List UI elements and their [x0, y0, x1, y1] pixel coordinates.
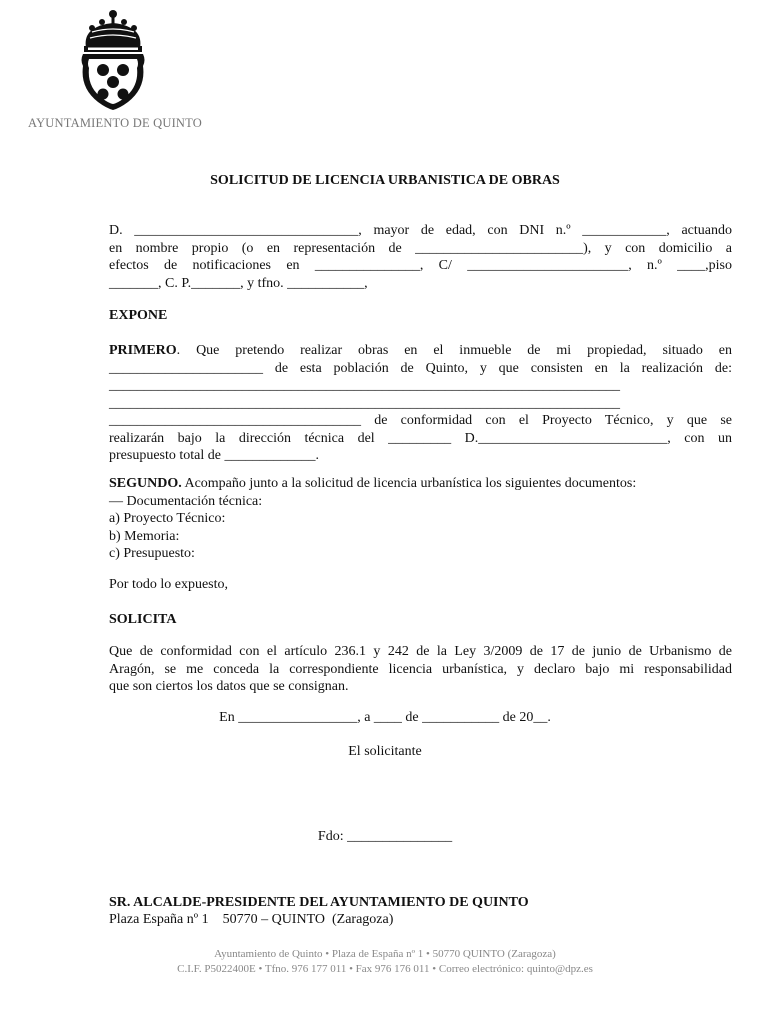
- footer-contact: C.I.F. P5022400E • Tfno. 976 177 011 • Fax 976 176 011 • Correo electrónico: quinto@dpz.es: [177, 963, 593, 975]
- document-item: — Documentación técnica:: [109, 493, 263, 509]
- solicita-heading: SOLICITA: [109, 612, 177, 627]
- applicant-label: El solicitante: [348, 744, 422, 759]
- segundo-section: [109, 475, 732, 563]
- primero-line: realizarán bajo la dirección técnica del _________ D.___________________________, con un: [109, 430, 732, 446]
- place-date-line: En _________________, a ____ de ___________ de 20__.: [219, 710, 551, 725]
- segundo-label: SEGUNDO.: [109, 476, 182, 491]
- document-item: b) Memoria:: [109, 528, 180, 544]
- primero-line: _________________________________________________________________________: [109, 395, 620, 411]
- organization-name: AYUNTAMIENTO DE QUINTO: [28, 116, 202, 130]
- solicita-line: Que de conformidad con el artículo 236.1 y 242 de la Ley 3/2009 de 17 de junio de Urbanismo de: [109, 644, 732, 659]
- intro-line: efectos de notificaciones en _______________, C/ _______________________, n.º ____,piso: [109, 258, 732, 273]
- signature-line: Fdo: _______________: [317, 829, 453, 844]
- document-item: c) Presupuesto:: [109, 546, 195, 561]
- primero-line: presupuesto total de _____________.: [109, 448, 319, 463]
- solicita-line: Aragón, se me conceda la correspondiente licencia urbanística, y declaro bajo mi responsabilidad: [109, 661, 732, 677]
- coat-of-arms-icon: [78, 8, 148, 112]
- primero-line: _________________________________________________________________________: [109, 378, 620, 393]
- intro-line: _______, C. P._______, y tfno. ___________,: [109, 275, 368, 291]
- document-title: SOLICITUD DE LICENCIA URBANISTICA DE OBRAS: [210, 173, 560, 188]
- footer-address: Ayuntamiento de Quinto • Plaza de España nº 1 • 50770 QUINTO (Zaragoza): [214, 948, 556, 960]
- primero-line: ______________________ de esta población de Quinto, y que consisten en la realización de:: [109, 360, 732, 376]
- primero-line: PRIMERO. Que pretendo realizar obras en el inmueble de mi propiedad, situado en: [109, 343, 732, 358]
- applicant-details-paragraph: [109, 222, 732, 292]
- primero-label: PRIMERO: [109, 343, 177, 358]
- solicita-line: que son ciertos los datos que se consignan.: [109, 679, 349, 694]
- intro-line: D. ________________________________, mayor de edad, con DNI n.º ____________, actuando: [109, 223, 732, 238]
- expone-heading: EXPONE: [109, 308, 168, 323]
- closing-intro: Por todo lo expuesto,: [109, 577, 228, 592]
- primero-line: ____________________________________ de conformidad con el Proyecto Técnico, y que se: [109, 413, 732, 428]
- solicita-paragraph: [109, 643, 732, 696]
- document-item: a) Proyecto Técnico:: [109, 511, 226, 526]
- addressee: SR. ALCALDE-PRESIDENTE DEL AYUNTAMIENTO DE QUINTO: [109, 895, 529, 910]
- primero-section: [109, 342, 732, 465]
- addressee-address: Plaza España nº 1 50770 – QUINTO (Zaragoza): [109, 912, 394, 927]
- segundo-line: SEGUNDO. Acompaño junto a la solicitud de licencia urbanística los siguientes documentos:: [109, 476, 637, 491]
- intro-line: en nombre propio (o en representación de ________________________), y con domicilio a: [109, 240, 732, 256]
